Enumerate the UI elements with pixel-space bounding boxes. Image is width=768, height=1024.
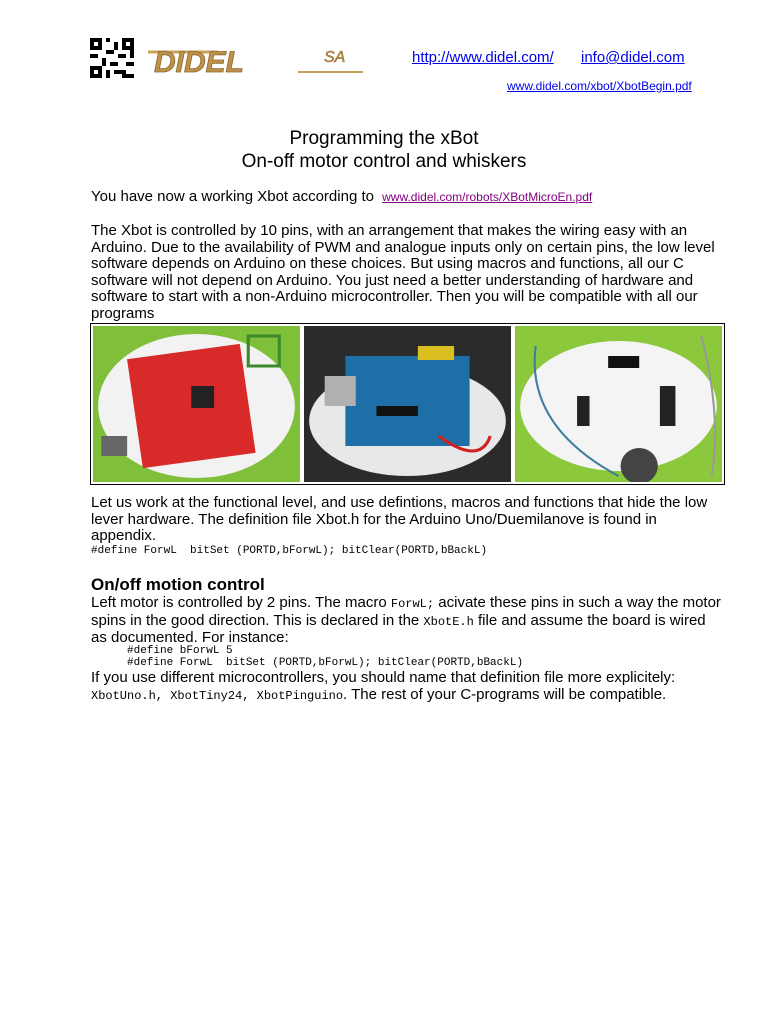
page-title: Programming the xBot <box>289 128 479 149</box>
doc-link[interactable]: www.didel.com/xbot/XbotBegin.pdf <box>507 79 692 93</box>
code-block-example <box>127 645 523 669</box>
photo-xbot-red-board <box>93 326 300 482</box>
paragraph-microcontrollers <box>91 670 721 704</box>
intro-paragraph <box>91 189 721 206</box>
email-link[interactable]: info@didel.com <box>581 49 685 66</box>
qr-code <box>90 38 134 78</box>
photo-strip <box>90 323 725 485</box>
logo-suffix: SA <box>324 49 346 66</box>
text-segment: If you use different microcontrollers, you should name that definition file more explicitely: <box>91 669 676 686</box>
logo-text: DIDEL <box>154 46 244 76</box>
xbot-micro-link[interactable]: www.didel.com/robots/XBotMicroEn.pdf <box>382 190 593 204</box>
inline-code-filenames: XbotUno.h, XbotTiny24, XbotPinguino <box>91 688 344 703</box>
text-segment: acivate these pins in such a way the motor spins in the good direction. This is declared in the <box>91 594 721 629</box>
text-segment: Left motor is controlled by 2 pins. The macro <box>91 594 387 611</box>
text-segment: . The rest of your C-programs will be compatible. <box>343 685 667 703</box>
home-link[interactable]: http://www.didel.com/ <box>412 49 554 66</box>
paragraph-pins: The Xbot is controlled by 10 pins, with an arrangement that makes the wiring easy with an Arduino. Due to the availability of PWM and analogue inputs only on certain pins, the low level software depends on Arduino on these choices. But using macros and functions, all our C software will not depend on Arduino. You just need a better understanding of hardware and software to start with a non-Arduino microcontroller. Then you will be compatible with all our programs <box>91 222 715 322</box>
code-define-forwl: #define ForwL bitSet (PORTD,bForwL); bitClear(PORTD,bBackL) <box>91 545 488 557</box>
photo-xbot-micro <box>515 326 722 482</box>
photo-xbot-arduino-uno <box>304 326 511 482</box>
code-line: #define bForwL 5 <box>127 645 233 657</box>
code-line: #define ForwL bitSet (PORTD,bForwL); bitClear(PORTD,bBackL) <box>127 657 524 669</box>
paragraph-left-motor <box>91 595 721 647</box>
inline-code-xbote: XbotE.h <box>423 614 474 629</box>
intro-text: You have now a working Xbot according to <box>91 188 374 205</box>
didel-logo <box>148 42 368 76</box>
paragraph-functional-level: Let us work at the functional level, and use defintions, macros and functions that hide the low lever hardware. The definition file Xbot.h for the Arduino Uno/Duemilanove is found in appendix. <box>91 494 708 544</box>
text-segment: file and assume the board is wired as documented. For instance: <box>91 611 706 646</box>
page-subtitle: On-off motor control and whiskers <box>241 151 527 172</box>
section-heading: On/off motion control <box>91 575 265 594</box>
inline-code-forwl: ForwL; <box>390 597 435 611</box>
